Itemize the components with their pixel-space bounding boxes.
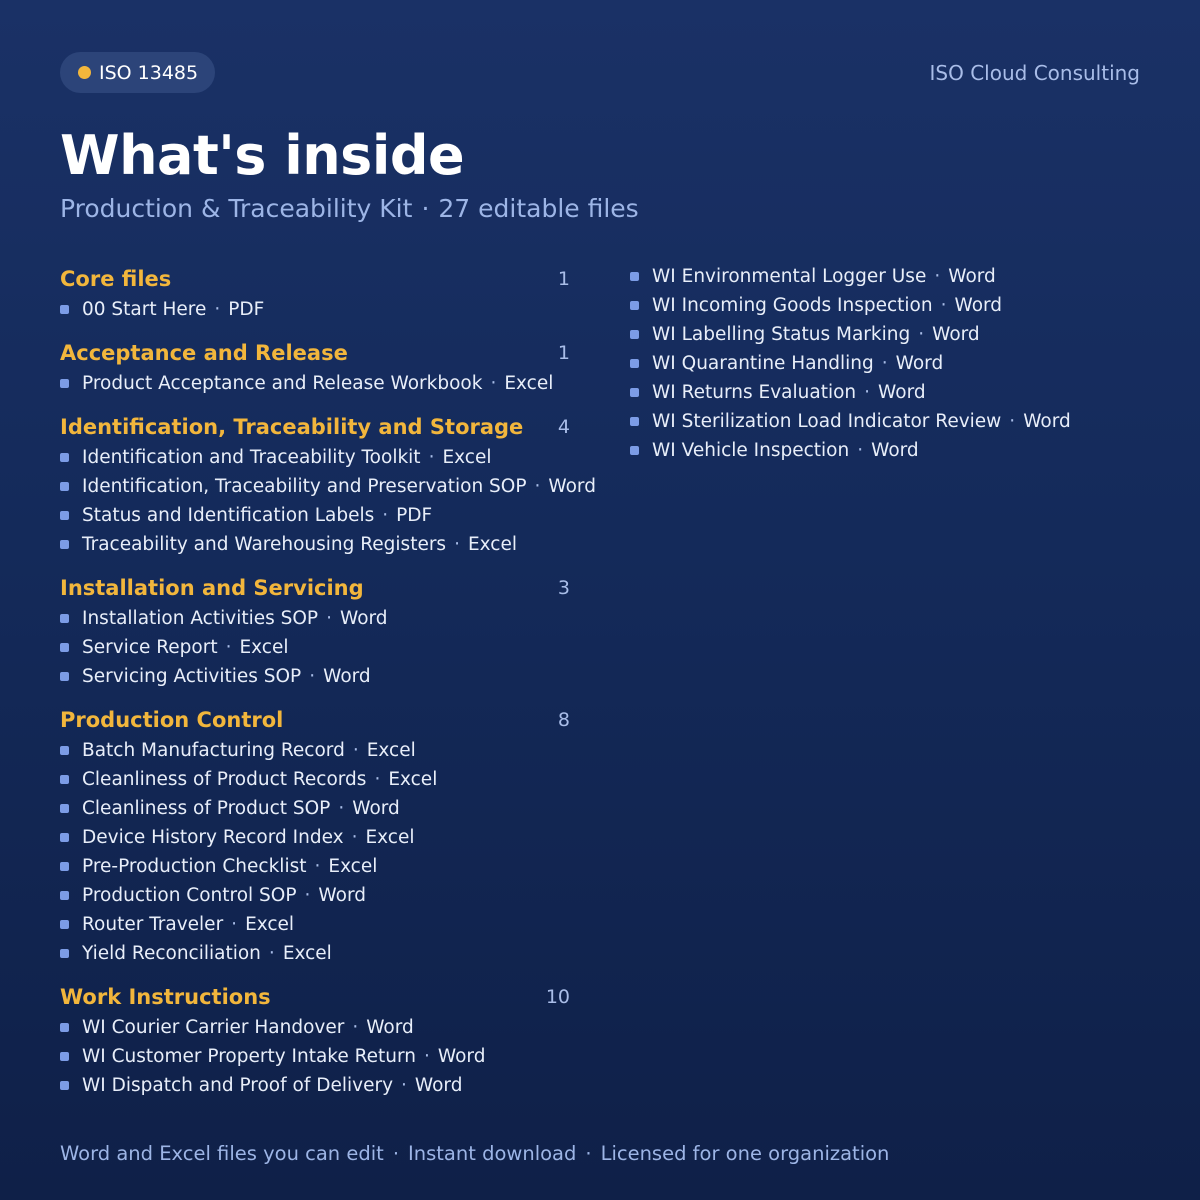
separator: · — [351, 827, 358, 848]
list-item — [630, 262, 1140, 291]
bullet-square-icon — [630, 446, 639, 455]
file-format: PDF — [396, 505, 433, 526]
section — [60, 410, 596, 559]
file-format: Word — [366, 1017, 414, 1038]
file-entry — [82, 1075, 462, 1096]
separator: · — [214, 299, 221, 320]
separator: · — [881, 353, 888, 374]
bullet-square-icon — [630, 359, 639, 368]
kit-name: Production & Traceability Kit — [60, 194, 413, 223]
list-item — [60, 765, 565, 794]
contents-left-column — [60, 262, 596, 1112]
separator: · — [382, 505, 389, 526]
section-count: 8 — [557, 708, 570, 731]
bullet-square-icon — [60, 1052, 69, 1061]
list-item — [60, 472, 596, 501]
section-count: 3 — [557, 576, 570, 599]
file-name: WI Quarantine Handling — [652, 353, 874, 374]
bullet-square-icon — [630, 417, 639, 426]
file-format: Word — [548, 476, 596, 497]
bullet-square-icon — [60, 775, 69, 784]
bullet-square-icon — [60, 614, 69, 623]
separator: · — [309, 666, 316, 687]
file-name: Service Report — [82, 637, 218, 658]
list-item — [60, 443, 565, 472]
file-format: Excel — [365, 827, 415, 848]
file-entry — [82, 856, 377, 877]
file-name: 00 Start Here — [82, 299, 207, 320]
file-name: Cleanliness of Product SOP — [82, 798, 331, 819]
footer-features — [60, 1142, 889, 1165]
file-format: Excel — [467, 534, 517, 555]
separator: · — [231, 914, 238, 935]
list-item — [60, 1013, 565, 1042]
file-entry — [82, 447, 491, 468]
file-name: WI Returns Evaluation — [652, 382, 857, 403]
list-item — [60, 633, 565, 662]
list-item — [60, 662, 565, 691]
separator: · — [864, 382, 871, 403]
file-name: Cleanliness of Product Records — [82, 769, 367, 790]
file-entry — [652, 382, 926, 403]
bullet-square-icon — [630, 330, 639, 339]
section-title: Production Control — [60, 707, 284, 732]
file-entry — [652, 324, 980, 345]
file-format: Word — [414, 1075, 463, 1096]
footer-feature: Word and Excel files you can edit — [60, 1142, 384, 1165]
file-entry — [82, 914, 294, 935]
file-name: WI Dispatch and Proof of Delivery — [82, 1075, 394, 1096]
bullet-square-icon — [60, 379, 69, 388]
file-name: Servicing Activities SOP — [82, 666, 302, 687]
list-item — [630, 349, 1140, 378]
section — [60, 571, 572, 691]
list-item — [60, 1042, 565, 1071]
file-name: Router Traveler — [82, 914, 224, 935]
file-format: Word — [871, 440, 919, 461]
list-item — [60, 794, 565, 823]
list-item — [60, 736, 565, 765]
separator: · — [268, 943, 275, 964]
section-title: Core files — [60, 266, 172, 291]
separator: · — [374, 769, 381, 790]
list-item — [60, 530, 565, 559]
separator: · — [401, 1075, 407, 1096]
section — [60, 262, 572, 324]
file-entry — [82, 534, 517, 555]
file-name: WI Environmental Logger Use — [652, 266, 927, 287]
separator: · — [1009, 411, 1016, 432]
file-format: Excel — [504, 373, 554, 394]
file-entry — [82, 1046, 485, 1067]
file-name: Pre-Production Checklist — [82, 856, 307, 877]
file-entry — [652, 295, 1002, 316]
bullet-square-icon — [60, 511, 69, 520]
brand-name: ISO Cloud Consulting — [929, 61, 1140, 85]
section — [60, 980, 572, 1100]
file-name: Product Acceptance and Release Workbook — [82, 373, 483, 394]
bullet-square-icon — [60, 920, 69, 929]
separator: · — [352, 740, 359, 761]
bullet-square-icon — [60, 891, 69, 900]
file-format: Excel — [239, 637, 289, 658]
status-dot-icon — [78, 66, 91, 79]
list-item — [60, 910, 565, 939]
file-format: Excel — [328, 856, 378, 877]
separator: · — [585, 1142, 592, 1165]
bullet-square-icon — [630, 301, 639, 310]
bullet-square-icon — [630, 388, 639, 397]
list-item — [630, 320, 1140, 349]
file-format: Word — [318, 885, 366, 906]
bullet-square-icon — [60, 1081, 69, 1090]
section — [60, 703, 572, 968]
file-entry — [82, 666, 371, 687]
file-name: Status and Identification Labels — [82, 505, 375, 526]
separator: · — [392, 1142, 400, 1165]
bullet-square-icon — [60, 482, 69, 491]
list-item — [60, 852, 565, 881]
file-format: Excel — [388, 769, 438, 790]
separator: · — [326, 608, 332, 629]
file-name: WI Vehicle Inspection — [652, 440, 850, 461]
file-name: Batch Manufacturing Record — [82, 740, 345, 761]
file-entry — [82, 299, 264, 320]
file-name: Production Control SOP — [82, 885, 297, 906]
separator: · — [424, 1046, 430, 1067]
bullet-square-icon — [60, 1023, 69, 1032]
section-title: Identification, Traceability and Storage — [60, 414, 524, 439]
file-entry — [82, 769, 437, 790]
file-name: Yield Reconciliation — [82, 943, 261, 964]
separator: · — [934, 266, 941, 287]
section-count: 1 — [557, 341, 570, 364]
file-format: Excel — [245, 914, 295, 935]
section-header — [60, 336, 572, 369]
list-item — [630, 291, 1140, 320]
separator: · — [225, 637, 232, 658]
page-subtitle — [60, 194, 639, 223]
file-entry — [82, 637, 289, 658]
separator: · — [338, 798, 345, 819]
list-item — [60, 604, 565, 633]
file-entry — [82, 798, 400, 819]
bullet-square-icon — [60, 453, 69, 462]
file-format: Word — [948, 266, 996, 287]
section-title: Installation and Servicing — [60, 575, 364, 600]
section-header — [60, 262, 572, 295]
separator: · — [314, 856, 321, 877]
bullet-square-icon — [60, 305, 69, 314]
file-format: Excel — [282, 943, 332, 964]
file-format: Excel — [366, 740, 416, 761]
file-format: Word — [895, 353, 944, 374]
page-title: What's inside — [60, 124, 465, 187]
file-format: Word — [878, 382, 926, 403]
file-name: Identification, Traceability and Preservation SOP — [82, 476, 527, 497]
file-entry — [652, 411, 1071, 432]
bullet-square-icon — [630, 272, 639, 281]
iso-badge — [60, 52, 215, 93]
file-name: Identification and Traceability Toolkit — [82, 447, 421, 468]
file-format: Word — [932, 324, 980, 345]
section-header — [60, 980, 572, 1013]
list-item — [630, 407, 1140, 436]
contents-right-column — [630, 262, 1140, 465]
list-item — [60, 501, 565, 530]
bullet-square-icon — [60, 804, 69, 813]
file-format: Word — [437, 1046, 486, 1067]
list-item — [60, 295, 565, 324]
file-name: WI Incoming Goods Inspection — [652, 295, 933, 316]
section-count: 4 — [557, 415, 570, 438]
list-item — [630, 378, 1140, 407]
file-entry — [82, 827, 414, 848]
file-entry — [82, 476, 596, 497]
footer-feature: Instant download — [408, 1142, 577, 1165]
list-item — [60, 369, 565, 398]
bullet-square-icon — [60, 672, 69, 681]
bullet-square-icon — [60, 643, 69, 652]
separator: · — [454, 534, 460, 555]
file-format: Word — [323, 666, 371, 687]
badge-label: ISO 13485 — [99, 61, 199, 84]
section — [60, 336, 572, 398]
file-entry — [82, 1017, 414, 1038]
file-name: Traceability and Warehousing Registers — [82, 534, 447, 555]
file-entry — [652, 440, 919, 461]
section-header — [60, 703, 572, 736]
file-name: WI Sterilization Load Indicator Review — [652, 411, 1002, 432]
file-name: Device History Record Index — [82, 827, 344, 848]
file-entry — [82, 608, 388, 629]
separator: · — [352, 1017, 359, 1038]
section-header — [60, 410, 572, 443]
bullet-square-icon — [60, 949, 69, 958]
section-title: Work Instructions — [60, 984, 271, 1009]
section-title: Acceptance and Release — [60, 340, 348, 365]
list-item — [60, 1071, 565, 1100]
file-name: WI Customer Property Intake Return — [82, 1046, 417, 1067]
file-name: WI Labelling Status Marking — [652, 324, 911, 345]
separator: · — [534, 476, 541, 497]
file-entry — [652, 266, 996, 287]
file-format: Excel — [442, 447, 492, 468]
footer-feature: Licensed for one organization — [600, 1142, 890, 1165]
section-count: 1 — [557, 267, 570, 290]
file-format: Word — [1023, 411, 1071, 432]
file-entry — [82, 373, 553, 394]
separator: · — [421, 194, 430, 223]
separator: · — [940, 295, 947, 316]
file-format: PDF — [228, 299, 265, 320]
file-entry — [82, 885, 366, 906]
file-format: Word — [352, 798, 400, 819]
section-header — [60, 571, 572, 604]
bullet-square-icon — [60, 862, 69, 871]
file-entry — [652, 353, 943, 374]
file-name: Installation Activities SOP — [82, 608, 319, 629]
file-entry — [82, 740, 416, 761]
bullet-square-icon — [60, 746, 69, 755]
file-entry — [82, 505, 432, 526]
list-item — [60, 939, 565, 968]
list-item — [60, 823, 565, 852]
section-count: 10 — [545, 985, 570, 1008]
file-format: Word — [954, 295, 1003, 316]
separator: · — [918, 324, 925, 345]
separator: · — [428, 447, 435, 468]
file-format: Word — [339, 608, 388, 629]
separator: · — [490, 373, 497, 394]
bullet-square-icon — [60, 540, 69, 549]
file-entry — [82, 943, 332, 964]
list-item — [60, 881, 565, 910]
separator: · — [304, 885, 311, 906]
separator: · — [857, 440, 864, 461]
list-item — [630, 436, 1140, 465]
file-count: 27 editable files — [438, 194, 639, 223]
file-name: WI Courier Carrier Handover — [82, 1017, 345, 1038]
bullet-square-icon — [60, 833, 69, 842]
